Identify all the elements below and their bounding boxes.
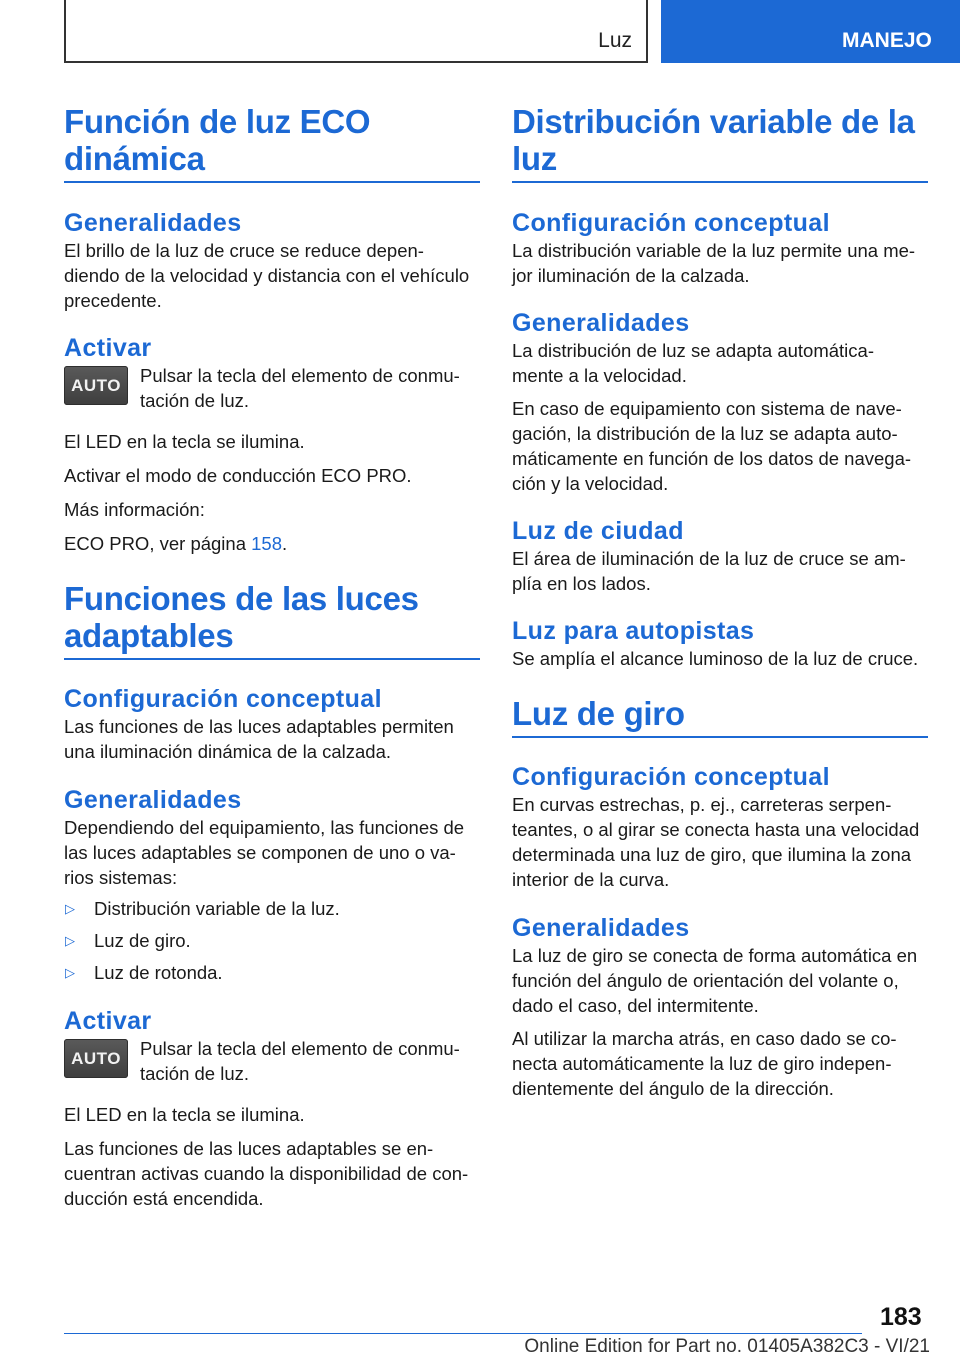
auto-button-icon: AUTO [64,366,128,405]
eco-activate-row [64,363,480,413]
turn-general-heading: Generalidades [512,914,690,942]
right-column [512,103,928,1101]
left-column [64,103,480,1211]
list-item-text: Distribución variable de la luz. [94,898,340,919]
distribution-general-heading: Generalidades [512,309,690,337]
eco-title: Función de luz ECO dinámica [64,103,480,183]
turn-general-text-1: La luz de giro se conecta de forma automática en función del ángulo de orientación del volante o, dado el caso, del intermitente. [512,945,918,1016]
highway-light-heading: Luz para autopistas [512,617,755,645]
city-light-heading: Luz de ciudad [512,517,684,545]
header-section-box [64,0,648,63]
page-number: 183 [880,1303,922,1331]
section-title: Luz [598,29,632,52]
adaptive-led-text: El LED en la tecla se ilumina. [64,1104,305,1125]
eco-activate-heading: Activar [64,334,152,362]
adaptive-activate-row [64,1036,480,1086]
adaptive-activate-text: Pulsar la tecla del elemento de conmu- tación de luz. [140,1038,460,1084]
triangle-bullet-icon: ▷ [65,965,75,980]
edition-text: Online Edition for Part no. 01405A382C3 - VI/21 [524,1336,930,1357]
adaptive-general-text: Dependiendo del equipamiento, las funciones de las luces adaptables se componen de uno o va- rios sistemas: [64,817,465,888]
adaptive-title: Funciones de las luces adaptables [64,580,480,660]
turn-general-text-2: Al utilizar la marcha atrás, en caso dado se co- necta automáticamente la luz de giro indepen- dientemente del ángulo de la dirección. [512,1028,897,1099]
triangle-bullet-icon: ▷ [65,901,75,916]
page-link-158[interactable]: 158 [251,533,283,554]
eco-ref-prefix: ECO PRO, ver página [64,533,252,554]
distribution-concept-text: La distribución variable de la luz permite una me- jor iluminación de la calzada. [512,240,916,286]
eco-more-text: Más información: [64,499,205,520]
distribution-concept-heading: Configuración conceptual [512,209,830,237]
eco-reference [64,531,480,556]
list-item-text: Luz de giro. [94,930,191,951]
list-item [64,896,480,921]
chapter-tab: MANEJO [661,0,960,63]
eco-general-text: El brillo de la luz de cruce se reduce depen- diendo de la velocidad y distancia con el vehículo precedente. [64,240,470,311]
highway-light-text: Se amplía el alcance luminoso de la luz de cruce. [512,648,919,669]
adaptive-concept-text: Las funciones de las luces adaptables permiten una iluminación dinámica de la calzada. [64,716,454,762]
adaptive-activate-heading: Activar [64,1007,152,1035]
footer-divider [64,1333,862,1334]
adaptive-active-text: Las funciones de las luces adaptables se en- cuentran activas cuando la disponibilidad de con- ducción está encendida. [64,1138,469,1209]
turn-concept-heading: Configuración conceptual [512,763,830,791]
turn-light-title: Luz de giro [512,695,928,738]
eco-ref-suffix: . [282,533,288,554]
list-item [64,928,480,953]
distribution-general-text-2: En caso de equipamiento con sistema de nave- gación, la distribución de la luz se adapta auto- máticamente en función de los datos de navega- ción y la velocidad. [512,398,912,494]
turn-concept-text: En curvas estrechas, p. ej., carreteras serpen- teantes, o al girar se conecta hasta una velocidad determinada una luz de giro, que ilumina la zona interior de la curva. [512,794,920,890]
eco-mode-text: Activar el modo de conducción ECO PRO. [64,465,412,486]
eco-general-heading: Generalidades [64,209,242,237]
city-light-text: El área de iluminación de la luz de cruce se am- plía en los lados. [512,548,906,594]
eco-led-text: El LED en la tecla se ilumina. [64,431,305,452]
distribution-title: Distribución variable de la luz [512,103,928,183]
adaptive-systems-list [64,896,480,985]
adaptive-concept-heading: Configuración conceptual [64,685,382,713]
triangle-bullet-icon: ▷ [65,933,75,948]
auto-button-icon: AUTO [64,1039,128,1078]
eco-activate-text: Pulsar la tecla del elemento de conmu- tación de luz. [140,365,460,411]
adaptive-general-heading: Generalidades [64,786,242,814]
list-item-text: Luz de rotonda. [94,962,223,983]
distribution-general-text-1: La distribución de luz se adapta automática- mente a la velocidad. [512,340,874,386]
list-item [64,960,480,985]
